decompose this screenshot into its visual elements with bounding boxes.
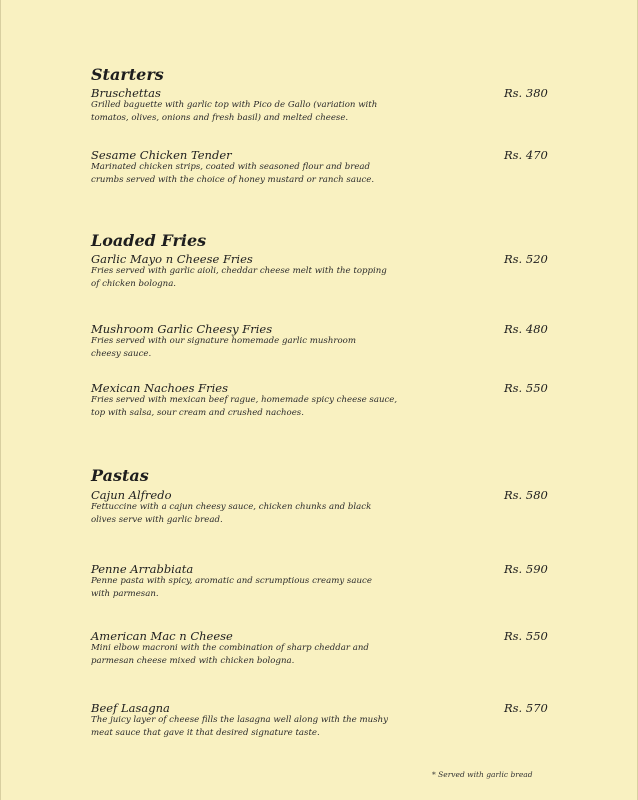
item-description bbox=[91, 394, 426, 420]
item-description-line: Marinated chicken strips, coated with seasoned flour and bread bbox=[91, 162, 371, 172]
section-title: Loaded Fries bbox=[91, 231, 207, 250]
item-price: Rs. 380 bbox=[504, 86, 548, 100]
item-description-line: parmesan cheese mixed with chicken bologna. bbox=[91, 656, 295, 666]
item-description-line: Penne pasta with spicy, aromatic and scrumptious creamy sauce bbox=[91, 576, 372, 586]
item-description-line: cheesy sauce. bbox=[91, 349, 152, 359]
item-price: Rs. 550 bbox=[504, 629, 548, 643]
item-description bbox=[91, 642, 426, 668]
item-description bbox=[91, 714, 426, 740]
item-description-line: Fries served with mexican beef rague, homemade spicy cheese sauce, bbox=[91, 395, 398, 405]
item-name: Mexican Nachoes Fries bbox=[91, 381, 229, 395]
section-title: Pastas bbox=[91, 466, 149, 485]
item-price: Rs. 520 bbox=[504, 252, 548, 266]
item-price: Rs. 470 bbox=[504, 148, 548, 162]
item-price: Rs. 580 bbox=[504, 488, 548, 502]
section-pastas bbox=[91, 466, 561, 738]
item-description bbox=[91, 161, 426, 187]
item-description bbox=[91, 501, 426, 527]
item-description-line: tomatos, olives, onions and fresh basil) and melted cheese. bbox=[91, 113, 349, 123]
item-price: Rs. 590 bbox=[504, 562, 548, 576]
item-name: Garlic Mayo n Cheese Fries bbox=[91, 252, 253, 266]
item-description bbox=[91, 99, 426, 125]
item-description-line: Fries served with garlic aioli, cheddar cheese melt with the topping bbox=[91, 266, 387, 276]
item-description-line: of chicken bologna. bbox=[91, 279, 177, 289]
item-name: Beef Lasagna bbox=[91, 701, 170, 715]
item-description-line: Fettuccine with a cajun cheesy sauce, chicken chunks and black bbox=[91, 502, 372, 512]
item-description bbox=[91, 265, 426, 291]
item-price: Rs. 570 bbox=[504, 701, 548, 715]
item-price: Rs. 480 bbox=[504, 322, 548, 336]
section-starters bbox=[91, 65, 561, 185]
item-description-line: meat sauce that gave it that desired signature taste. bbox=[91, 728, 320, 738]
item-name: American Mac n Cheese bbox=[91, 629, 233, 643]
item-description-line: with parmesan. bbox=[91, 589, 159, 599]
item-description bbox=[91, 575, 426, 601]
section-title: Starters bbox=[91, 65, 164, 84]
item-description-line: Grilled baguette with garlic top with Pico de Gallo (variation with bbox=[91, 100, 378, 110]
item-name: Bruschettas bbox=[91, 86, 161, 100]
item-description-line: Mini elbow macroni with the combination of sharp cheddar and bbox=[91, 643, 369, 653]
item-name: Cajun Alfredo bbox=[91, 488, 172, 502]
item-description-line: Fries served with our signature homemade garlic mushroom bbox=[91, 336, 356, 346]
item-description-line: crumbs served with the choice of honey mustard or ranch sauce. bbox=[91, 175, 375, 185]
item-description-line: top with salsa, sour cream and crushed nachoes. bbox=[91, 408, 304, 418]
item-name: Mushroom Garlic Cheesy Fries bbox=[91, 322, 273, 336]
item-name: Penne Arrabbiata bbox=[91, 562, 194, 576]
item-description bbox=[91, 335, 426, 361]
item-name: Sesame Chicken Tender bbox=[91, 148, 232, 162]
footnote: * Served with garlic bread bbox=[432, 770, 533, 779]
item-description-line: The juicy layer of cheese fills the lasagna well along with the mushy bbox=[91, 715, 388, 725]
section-loaded-fries bbox=[91, 231, 561, 418]
item-description-line: olives serve with garlic bread. bbox=[91, 515, 223, 525]
item-price: Rs. 550 bbox=[504, 381, 548, 395]
